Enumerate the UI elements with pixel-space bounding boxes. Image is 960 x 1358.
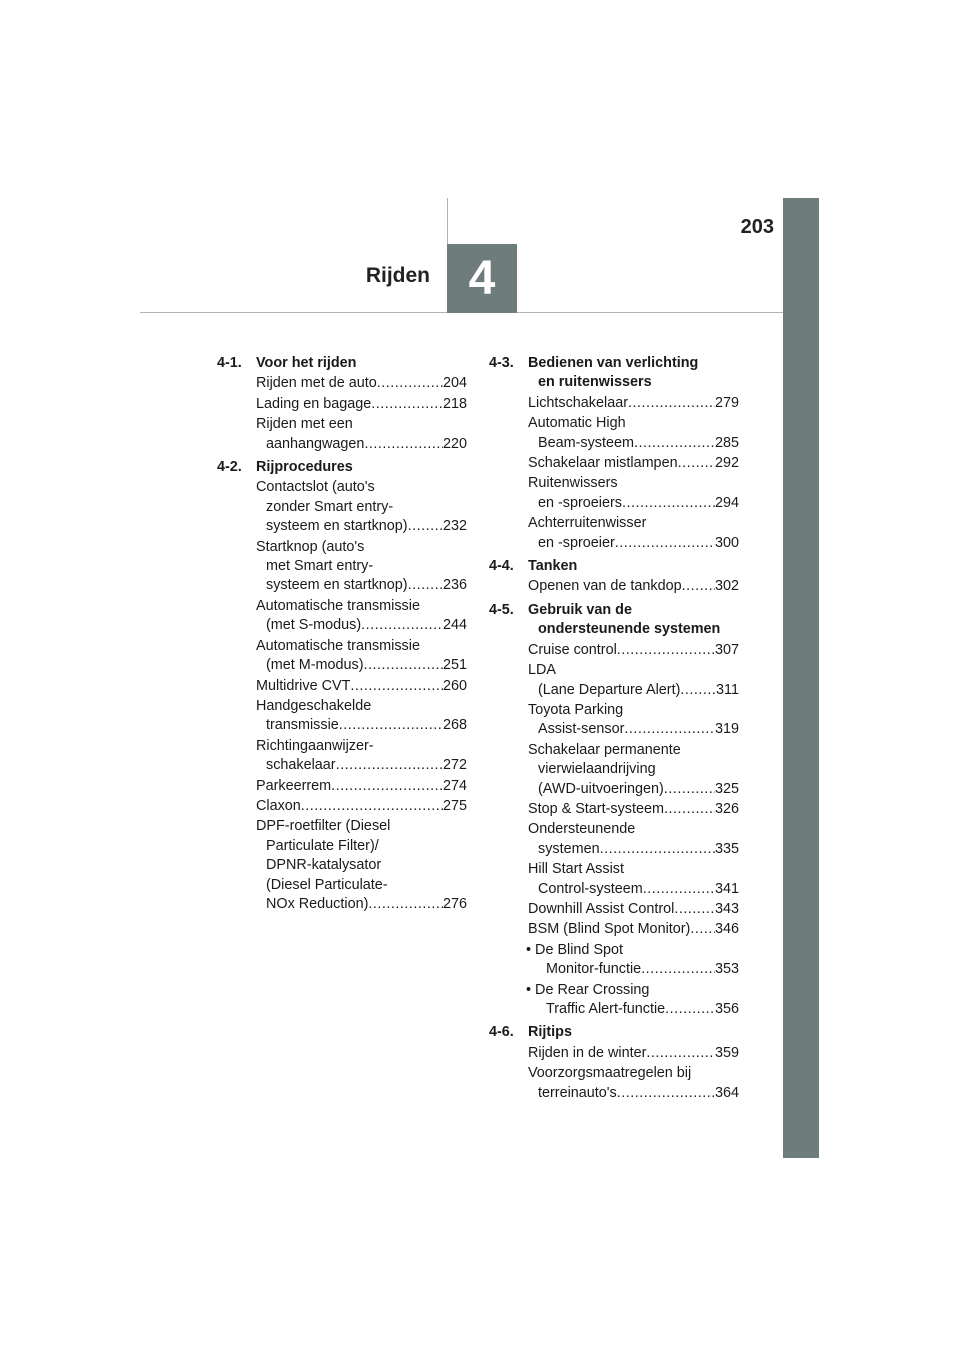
entry-text: Schakelaar mistlampen xyxy=(528,455,678,472)
entry-last-line xyxy=(256,395,467,414)
entry-text: (met S-modus) xyxy=(266,617,362,634)
entry-text: Multidrive CVT xyxy=(256,677,351,694)
entry-text-line: Contactslot (auto's xyxy=(256,479,375,496)
entry-page-number[interactable]: 359 xyxy=(714,1044,739,1061)
entry-text-line: Richtingaanwijzer- xyxy=(256,737,374,754)
section-title xyxy=(528,557,739,576)
entry-page-number[interactable]: 300 xyxy=(714,534,739,551)
section-number: 4-2. xyxy=(217,459,242,476)
entry-page-number[interactable]: 272 xyxy=(442,757,467,774)
entry-page-number[interactable]: 251 xyxy=(442,657,467,674)
entry-last-line xyxy=(528,394,739,413)
section-title-line: Tanken xyxy=(528,558,578,575)
header-divider-vertical xyxy=(447,198,448,244)
toc-entry[interactable] xyxy=(256,677,467,696)
entry-text: Control-systeem xyxy=(538,880,643,897)
toc-entry[interactable] xyxy=(528,1044,739,1063)
leader-dots xyxy=(371,395,443,414)
leader-dots xyxy=(364,656,443,675)
leader-dots xyxy=(628,394,715,413)
entry-page-number[interactable]: 302 xyxy=(714,578,739,595)
toc-entry[interactable] xyxy=(256,415,467,454)
entry-page-number[interactable]: 204 xyxy=(442,375,467,392)
entry-page-number[interactable]: 346 xyxy=(714,921,739,938)
entry-text-line: LDA xyxy=(528,662,556,679)
entry-last-line xyxy=(528,1044,739,1063)
entry-text-line: (Diesel Particulate- xyxy=(266,876,388,893)
entry-last-line xyxy=(528,534,739,553)
leader-dots xyxy=(664,780,715,799)
chapter-sidebar-tab xyxy=(783,198,819,1158)
chapter-number: 4 xyxy=(447,244,517,313)
toc-entry[interactable] xyxy=(528,820,739,859)
entry-last-line xyxy=(528,1084,739,1103)
section-title xyxy=(256,354,467,373)
entry-page-number[interactable]: 220 xyxy=(442,435,467,452)
entry-page-number[interactable]: 353 xyxy=(714,961,739,978)
entry-page-number[interactable]: 292 xyxy=(714,455,739,472)
leader-dots xyxy=(350,677,443,696)
entry-page-number[interactable]: 307 xyxy=(714,641,739,658)
entry-text-line: Automatic High xyxy=(528,415,626,432)
leader-dots xyxy=(364,435,443,454)
toc-entry[interactable] xyxy=(528,454,739,473)
entry-last-line xyxy=(528,920,739,939)
entry-page-number[interactable]: 232 xyxy=(442,518,467,535)
section-heading xyxy=(489,601,739,640)
entry-text: De Blind Spot xyxy=(535,941,624,958)
chapter-title: Rijden xyxy=(365,264,430,287)
section-title-line: en ruitenwissers xyxy=(538,374,652,391)
entry-text: Beam-systeem xyxy=(538,434,634,451)
toc-entry[interactable] xyxy=(256,637,467,676)
leader-dots xyxy=(368,895,443,914)
entry-text: schakelaar xyxy=(266,757,336,774)
entry-text: Monitor-functie xyxy=(546,961,642,978)
entry-text: aanhangwagen xyxy=(266,435,365,452)
entry-text-line: Automatische transmissie xyxy=(256,637,420,654)
toc-entry[interactable] xyxy=(528,920,739,939)
toc-entry[interactable] xyxy=(528,414,739,453)
bullet-dot: • xyxy=(526,941,536,958)
entry-last-line xyxy=(256,797,467,816)
entry-text-line: met Smart entry- xyxy=(266,558,374,575)
toc-section xyxy=(489,1023,739,1103)
section-heading xyxy=(217,458,467,477)
entry-last-line xyxy=(528,641,739,660)
entry-last-line xyxy=(256,716,467,735)
entry-text-line: Startknop (auto's xyxy=(256,538,365,555)
entry-text: en -sproeier xyxy=(538,534,615,551)
toc-entry[interactable] xyxy=(256,777,467,796)
leader-dots xyxy=(674,900,715,919)
entry-last-line xyxy=(256,576,467,595)
entry-last-line xyxy=(256,677,467,696)
section-heading xyxy=(489,1023,739,1042)
section-number: 4-4. xyxy=(489,558,514,575)
entry-text: Rijden met de auto xyxy=(256,375,377,392)
section-title-line: Gebruik van de xyxy=(528,601,632,618)
toc-section xyxy=(217,458,467,914)
leader-dots xyxy=(617,1084,715,1103)
entry-text: Cruise control xyxy=(528,641,617,658)
entry-page-number[interactable]: 294 xyxy=(714,494,739,511)
entry-text: en -sproeiers xyxy=(538,494,622,511)
toc-entry[interactable] xyxy=(528,860,739,899)
leader-dots xyxy=(408,517,443,536)
entry-page-number[interactable]: 260 xyxy=(442,677,467,694)
toc-entry[interactable] xyxy=(528,474,739,513)
entry-text: (AWD-uitvoeringen) xyxy=(538,780,664,797)
leader-dots xyxy=(690,920,715,939)
leader-dots xyxy=(336,756,443,775)
toc-entry[interactable] xyxy=(256,374,467,393)
toc-entry[interactable] xyxy=(528,577,739,596)
page-number: 203 xyxy=(740,216,774,238)
leader-dots xyxy=(664,800,715,819)
entry-text-line: Toyota Parking xyxy=(528,701,624,718)
entry-text-line: Hill Start Assist xyxy=(528,861,624,878)
toc-entry[interactable] xyxy=(528,800,739,819)
entry-last-line xyxy=(256,756,467,775)
toc-entry[interactable] xyxy=(528,1064,739,1103)
entry-last-line xyxy=(256,616,467,635)
entry-page-number[interactable]: 218 xyxy=(442,395,467,412)
entry-last-line xyxy=(528,800,739,819)
entry-page-number[interactable]: 276 xyxy=(442,895,467,912)
leader-dots xyxy=(634,434,715,453)
toc-entry[interactable] xyxy=(526,941,739,980)
section-title xyxy=(256,458,467,477)
entry-text: transmissie xyxy=(266,717,339,734)
entry-page-number[interactable]: 285 xyxy=(714,434,739,451)
toc-column-left xyxy=(217,354,467,918)
entry-last-line xyxy=(528,577,739,596)
section-number: 4-3. xyxy=(489,355,514,371)
section-title xyxy=(528,601,739,640)
leader-dots xyxy=(624,720,715,739)
entry-last-line xyxy=(256,777,467,796)
entry-text: Claxon xyxy=(256,797,301,814)
entry-text-line: DPF-roetfilter (Diesel xyxy=(256,818,391,835)
section-heading xyxy=(489,557,739,576)
entry-text: Stop & Start-systeem xyxy=(528,800,664,817)
toc-section xyxy=(489,557,739,597)
entry-last-line xyxy=(528,494,739,513)
leader-dots xyxy=(665,1000,715,1019)
leader-dots xyxy=(641,960,715,979)
entry-page-number[interactable]: 356 xyxy=(714,1001,739,1017)
toc-section xyxy=(217,354,467,454)
entry-text-line: Ruitenwissers xyxy=(528,475,618,492)
entry-text: Lading en bagage xyxy=(256,395,372,412)
entry-text-line: Automatische transmissie xyxy=(256,597,420,614)
entry-text: Downhill Assist Control xyxy=(528,900,675,917)
entry-text-line: Particulate Filter)/ xyxy=(266,837,379,854)
toc-entry[interactable] xyxy=(528,514,739,553)
entry-last-line xyxy=(256,374,467,393)
entry-page-number[interactable]: 341 xyxy=(714,880,739,897)
entry-text: NOx Reduction) xyxy=(266,895,369,912)
entry-text: Openen van de tankdop xyxy=(528,578,682,595)
entry-text-line: vierwielaandrijving xyxy=(538,761,656,778)
entry-text-line: Handgeschakelde xyxy=(256,697,372,714)
section-title-line: Rijtips xyxy=(528,1024,572,1041)
entry-text: Traffic Alert-functie xyxy=(546,1001,666,1017)
toc-entry[interactable] xyxy=(256,737,467,776)
entry-text: Assist-sensor xyxy=(538,721,625,738)
entry-page-number[interactable]: 364 xyxy=(714,1084,739,1101)
entry-text: Lichtschakelaar xyxy=(528,394,628,411)
entry-text: BSM (Blind Spot Monitor) xyxy=(528,921,691,938)
entry-last-line xyxy=(256,656,467,675)
leader-dots xyxy=(331,777,443,796)
toc-entry[interactable] xyxy=(256,697,467,736)
entry-last-line xyxy=(528,780,739,799)
toc-entry[interactable] xyxy=(528,741,739,799)
entry-text: systeem en startknop) xyxy=(266,577,408,594)
entry-last-line xyxy=(536,960,739,979)
toc-entry[interactable] xyxy=(256,817,467,914)
entry-last-line xyxy=(256,895,467,914)
toc-section xyxy=(489,354,739,553)
section-number: 4-5. xyxy=(489,601,514,618)
toc-section xyxy=(489,601,739,1020)
entry-text: Parkeerrem xyxy=(256,777,332,794)
leader-dots xyxy=(339,716,443,735)
section-number: 4-6. xyxy=(489,1024,514,1041)
entry-text: (met M-modus) xyxy=(266,657,364,674)
toc-entry[interactable] xyxy=(528,900,739,919)
entry-text-line: DPNR-katalysator xyxy=(266,857,382,874)
entry-text-line: zonder Smart entry- xyxy=(266,498,394,515)
bullet-dot: • xyxy=(526,981,536,998)
leader-dots xyxy=(622,494,715,513)
section-heading xyxy=(217,354,467,373)
toc-entry[interactable] xyxy=(528,701,739,740)
entry-last-line xyxy=(256,517,467,536)
section-title-line: Voor het rijden xyxy=(256,355,357,371)
entry-page-number[interactable]: 325 xyxy=(714,780,739,797)
leader-dots xyxy=(361,616,443,635)
toc-column-right xyxy=(489,354,739,1107)
leader-dots xyxy=(678,454,715,473)
leader-dots xyxy=(646,1044,715,1063)
section-heading xyxy=(489,354,739,393)
toc-entry[interactable] xyxy=(256,797,467,816)
entry-page-number[interactable]: 275 xyxy=(442,797,467,814)
entry-page-number[interactable]: 279 xyxy=(714,394,739,411)
entry-page-number[interactable]: 326 xyxy=(714,800,739,817)
entry-text: Rijden in de winter xyxy=(528,1044,647,1061)
toc-entry[interactable] xyxy=(528,641,739,660)
toc-entry[interactable] xyxy=(528,661,739,700)
toc-entry[interactable] xyxy=(256,395,467,414)
section-title-line: ondersteunende systemen xyxy=(538,621,721,638)
toc-entry[interactable] xyxy=(256,538,467,596)
toc-entry[interactable] xyxy=(256,597,467,636)
leader-dots xyxy=(643,880,715,899)
entry-text-line: Schakelaar permanente xyxy=(528,741,681,758)
entry-text-line xyxy=(526,981,739,1000)
entry-last-line xyxy=(528,720,739,739)
entry-last-line xyxy=(528,681,739,700)
entry-text: systeem en startknop) xyxy=(266,518,408,535)
leader-dots xyxy=(615,534,715,553)
section-title xyxy=(528,1023,739,1042)
leader-dots xyxy=(680,681,716,700)
entry-last-line xyxy=(536,1000,739,1019)
entry-page-number[interactable]: 236 xyxy=(442,577,467,594)
section-title-line: Bedienen van verlichting xyxy=(528,355,699,371)
entry-last-line xyxy=(528,434,739,453)
leader-dots xyxy=(617,641,715,660)
entry-text: terreinauto's xyxy=(538,1084,617,1101)
toc-entry[interactable] xyxy=(528,394,739,413)
entry-last-line xyxy=(528,454,739,473)
entry-text: systemen xyxy=(538,840,600,857)
entry-text-line: Rijden met een xyxy=(256,416,353,433)
entry-text-line: Achterruitenwisser xyxy=(528,515,647,532)
leader-dots xyxy=(377,374,443,393)
leader-dots xyxy=(301,797,443,816)
leader-dots xyxy=(682,577,715,596)
section-number: 4-1. xyxy=(217,355,242,371)
entry-last-line xyxy=(528,900,739,919)
entry-text: De Rear Crossing xyxy=(535,981,650,998)
section-title-line: Rijprocedures xyxy=(256,459,353,476)
leader-dots xyxy=(408,576,443,595)
entry-text: (Lane Departure Alert) xyxy=(538,681,681,698)
entry-last-line xyxy=(528,880,739,899)
entry-text-line: Voorzorgsmaatregelen bij xyxy=(528,1065,692,1082)
toc-entry[interactable] xyxy=(526,981,739,1020)
entry-page-number[interactable]: 311 xyxy=(716,681,739,698)
entry-last-line xyxy=(256,435,467,454)
entry-page-number[interactable]: 268 xyxy=(442,717,467,734)
toc-entry[interactable] xyxy=(256,478,467,536)
entry-text-line xyxy=(526,941,739,960)
entry-last-line xyxy=(528,840,739,859)
entry-page-number[interactable]: 274 xyxy=(442,777,467,794)
entry-text-line: Ondersteunende xyxy=(528,821,636,838)
entry-page-number[interactable]: 335 xyxy=(714,840,739,857)
leader-dots xyxy=(600,840,715,859)
entry-page-number[interactable]: 343 xyxy=(714,900,739,917)
section-title xyxy=(528,354,739,393)
entry-page-number[interactable]: 244 xyxy=(442,617,467,634)
entry-page-number[interactable]: 319 xyxy=(714,721,739,738)
